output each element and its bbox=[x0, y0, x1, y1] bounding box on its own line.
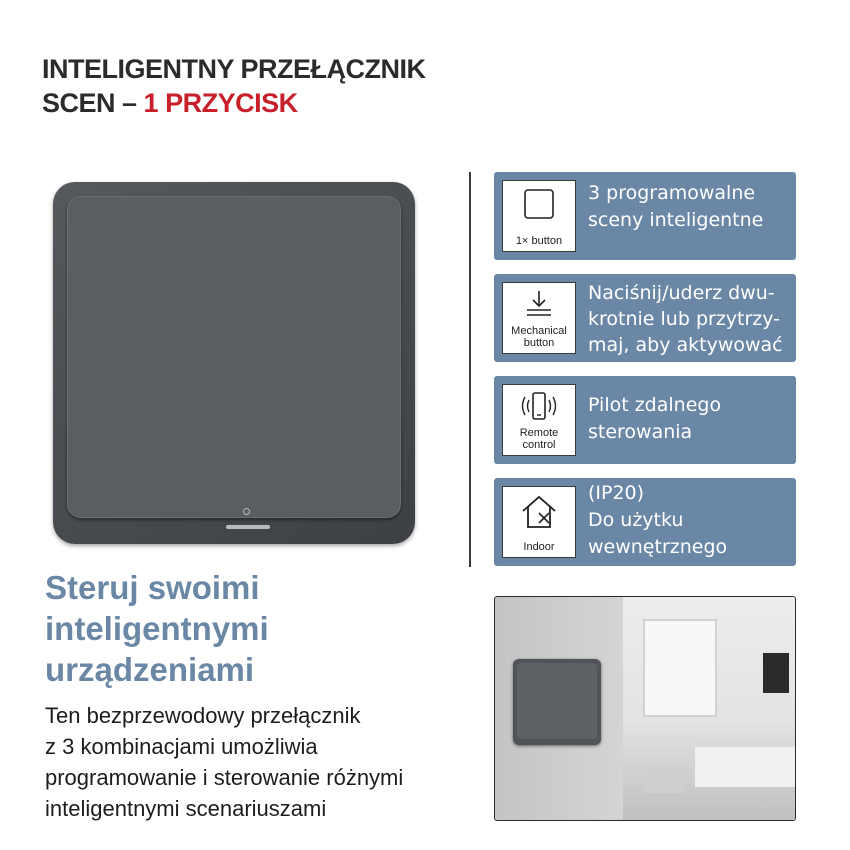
feature-text: 3 programowalne sceny inteligentne bbox=[588, 182, 764, 231]
product-title bbox=[42, 52, 426, 120]
feature-icon-box bbox=[502, 384, 576, 456]
feature-card-button bbox=[494, 172, 796, 260]
feature-text: Pilot zdalnego sterowania bbox=[588, 394, 722, 443]
feature-icon-label: Mechanical button bbox=[511, 325, 567, 349]
feature-card-remote bbox=[494, 376, 796, 464]
vertical-divider bbox=[469, 172, 471, 567]
feature-text: Naciśnij/uderz dwu- krotnie lub przytrzy- maj, aby aktywować bbox=[588, 282, 783, 356]
product-switch-image bbox=[53, 182, 415, 544]
title-line-2-prefix: SCEN – bbox=[42, 88, 144, 118]
product-description: Ten bezprzewodowy przełącznik z 3 kombinacjami umożliwia programowanie i sterowanie różnymi inteligentnymi scenariuszami bbox=[45, 703, 404, 821]
feature-card-indoor bbox=[494, 478, 796, 566]
switch-led-indicator bbox=[243, 508, 250, 515]
square-button-icon bbox=[522, 187, 556, 221]
title-line-2-accent: 1 PRZYCISK bbox=[143, 88, 298, 118]
press-down-arrow-icon bbox=[521, 289, 557, 319]
photo-mounted-switch bbox=[513, 659, 601, 745]
photo-tv bbox=[763, 653, 789, 693]
feature-text: (IP20) Do użytku wewnętrznego bbox=[588, 482, 728, 558]
photo-bed bbox=[695, 747, 795, 787]
feature-icon-label: Indoor bbox=[523, 541, 555, 553]
switch-light-bar bbox=[226, 525, 270, 529]
feature-icon-box bbox=[502, 180, 576, 252]
feature-card-mechanical bbox=[494, 274, 796, 362]
house-icon bbox=[519, 493, 559, 531]
section-heading: Steruj swoimi inteligentnymi urządzeniami bbox=[45, 569, 269, 688]
remote-phone-icon bbox=[519, 391, 559, 423]
title-line-1: INTELIGENTNY PRZEŁĄCZNIK bbox=[42, 54, 426, 84]
feature-icon-box bbox=[502, 486, 576, 558]
switch-plate bbox=[67, 196, 401, 518]
feature-icon-label: 1× button bbox=[515, 235, 563, 247]
photo-table bbox=[645, 765, 685, 793]
room-photo bbox=[494, 596, 796, 821]
photo-window bbox=[643, 619, 717, 717]
feature-icon-label: Remote control bbox=[519, 427, 559, 451]
feature-icon-box bbox=[502, 282, 576, 354]
